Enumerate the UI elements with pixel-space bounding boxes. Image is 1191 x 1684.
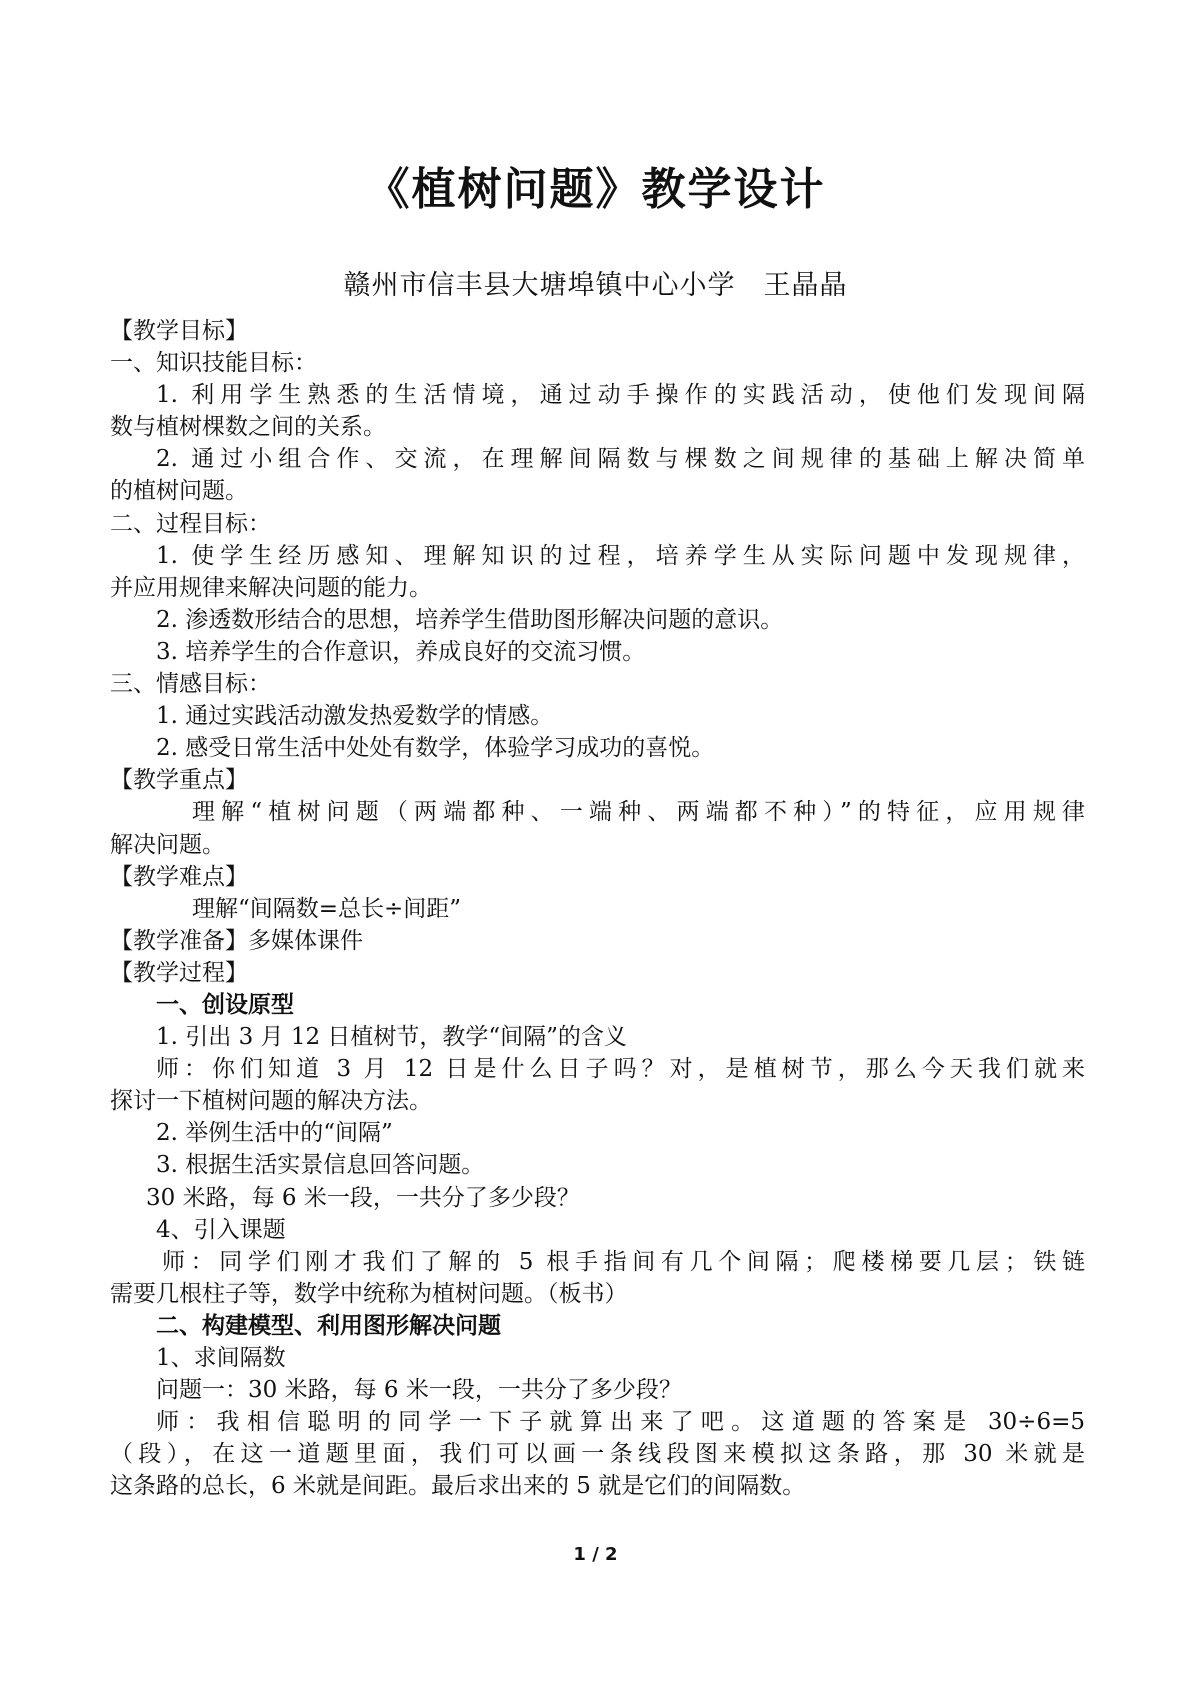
paragraph-line: 3. 根据生活实景信息回答问题。 xyxy=(156,1152,485,1179)
paragraph-line: 30 米路，每 6 米一段，一共分了多少段？ xyxy=(146,1184,580,1211)
paragraph-line: 探讨一下植树问题的解决方法。 xyxy=(110,1088,432,1115)
section-heading: 【教学过程】 xyxy=(110,959,248,986)
paragraph-line: 1. 利用学生熟悉的生活情境，通过动手操作的实践活动，使他们发现间隔 xyxy=(156,382,1085,409)
bold-subheading: 二、构建模型、利用图形解决问题 xyxy=(156,1312,501,1339)
paragraph-line: 理解“间隔数=总长÷间距” xyxy=(192,895,462,922)
paragraph-line: 这条路的总长，6 米就是间距。最后求出来的 5 就是它们的间隔数。 xyxy=(110,1473,806,1500)
paragraph-line: 2. 渗透数形结合的思想，培养学生借助图形解决问题的意识。 xyxy=(156,606,784,633)
paragraph-line: 理解“植树问题（两端都种、一端种、两端都不种）”的特征，应用规律 xyxy=(192,799,1085,826)
paragraph-line: 解决问题。 xyxy=(110,831,225,858)
section-heading: 【教学目标】 xyxy=(110,318,248,344)
paragraph-line: 1. 通过实践活动激发热爱数学的情感。 xyxy=(156,703,554,730)
page-number: 1 / 2 xyxy=(573,1544,618,1565)
paragraph-line: 需要几根柱子等，数学中统称为植树问题。（板书） xyxy=(110,1280,628,1307)
paragraph-line: 3. 培养学生的合作意识，养成良好的交流习惯。 xyxy=(156,638,646,665)
document-title: 《植树问题》教学设计 xyxy=(365,164,826,215)
section-heading: 【教学准备】多媒体课件 xyxy=(110,927,363,954)
subsection-heading: 一、知识技能目标： xyxy=(110,350,317,377)
author-line: 赣州市信丰县大塘埠镇中心小学 王晶晶 xyxy=(343,270,848,301)
paragraph-line: 并应用规律来解决问题的能力。 xyxy=(110,574,432,601)
bold-subheading: 一、创设原型 xyxy=(156,991,294,1018)
section-heading: 【教学重点】 xyxy=(110,767,248,794)
paragraph-line: 2. 举例生活中的“间隔” xyxy=(156,1120,393,1147)
document-body xyxy=(110,315,1085,1502)
subsection-heading: 三、情感目标： xyxy=(110,671,271,698)
paragraph-line: 1、求间隔数 xyxy=(156,1345,286,1371)
subsection-heading: 二、过程目标： xyxy=(110,510,271,537)
paragraph-line: 1. 引出 3 月 12 日植树节，教学“间隔”的含义 xyxy=(156,1024,627,1051)
paragraph-line: 数与植树棵数之间的关系。 xyxy=(110,414,386,441)
section-heading: 【教学难点】 xyxy=(110,863,248,890)
paragraph-line: 4、引入课题 xyxy=(156,1216,286,1243)
paragraph-line: 师：你们知道 3 月 12 日是什么日子吗？对，是植树节，那么今天我们就来 xyxy=(156,1056,1085,1083)
paragraph-line: 1. 使学生经历感知、理解知识的过程，培养学生从实际问题中发现规律， xyxy=(156,542,1085,569)
paragraph-line: 师：同学们刚才我们了解的 5 根手指间有几个间隔；爬楼梯要几层；铁链 xyxy=(162,1248,1085,1275)
paragraph-line: 师：我相信聪明的同学一下子就算出来了吧。这道题的答案是 30÷6=5 xyxy=(156,1409,1085,1436)
paragraph-line: 的植树问题。 xyxy=(110,478,248,505)
paragraph-line: 2. 感受日常生活中处处有数学，体验学习成功的喜悦。 xyxy=(156,735,715,762)
paragraph-line: 2. 通过小组合作、交流，在理解间隔数与棵数之间规律的基础上解决简单 xyxy=(156,446,1085,473)
paragraph-line: 问题一：30 米路，每 6 米一段，一共分了多少段？ xyxy=(156,1377,682,1404)
paragraph-line: （段），在这一道题里面，我们可以画一条线段图来模拟这条路，那 30 米就是 xyxy=(110,1441,1085,1468)
